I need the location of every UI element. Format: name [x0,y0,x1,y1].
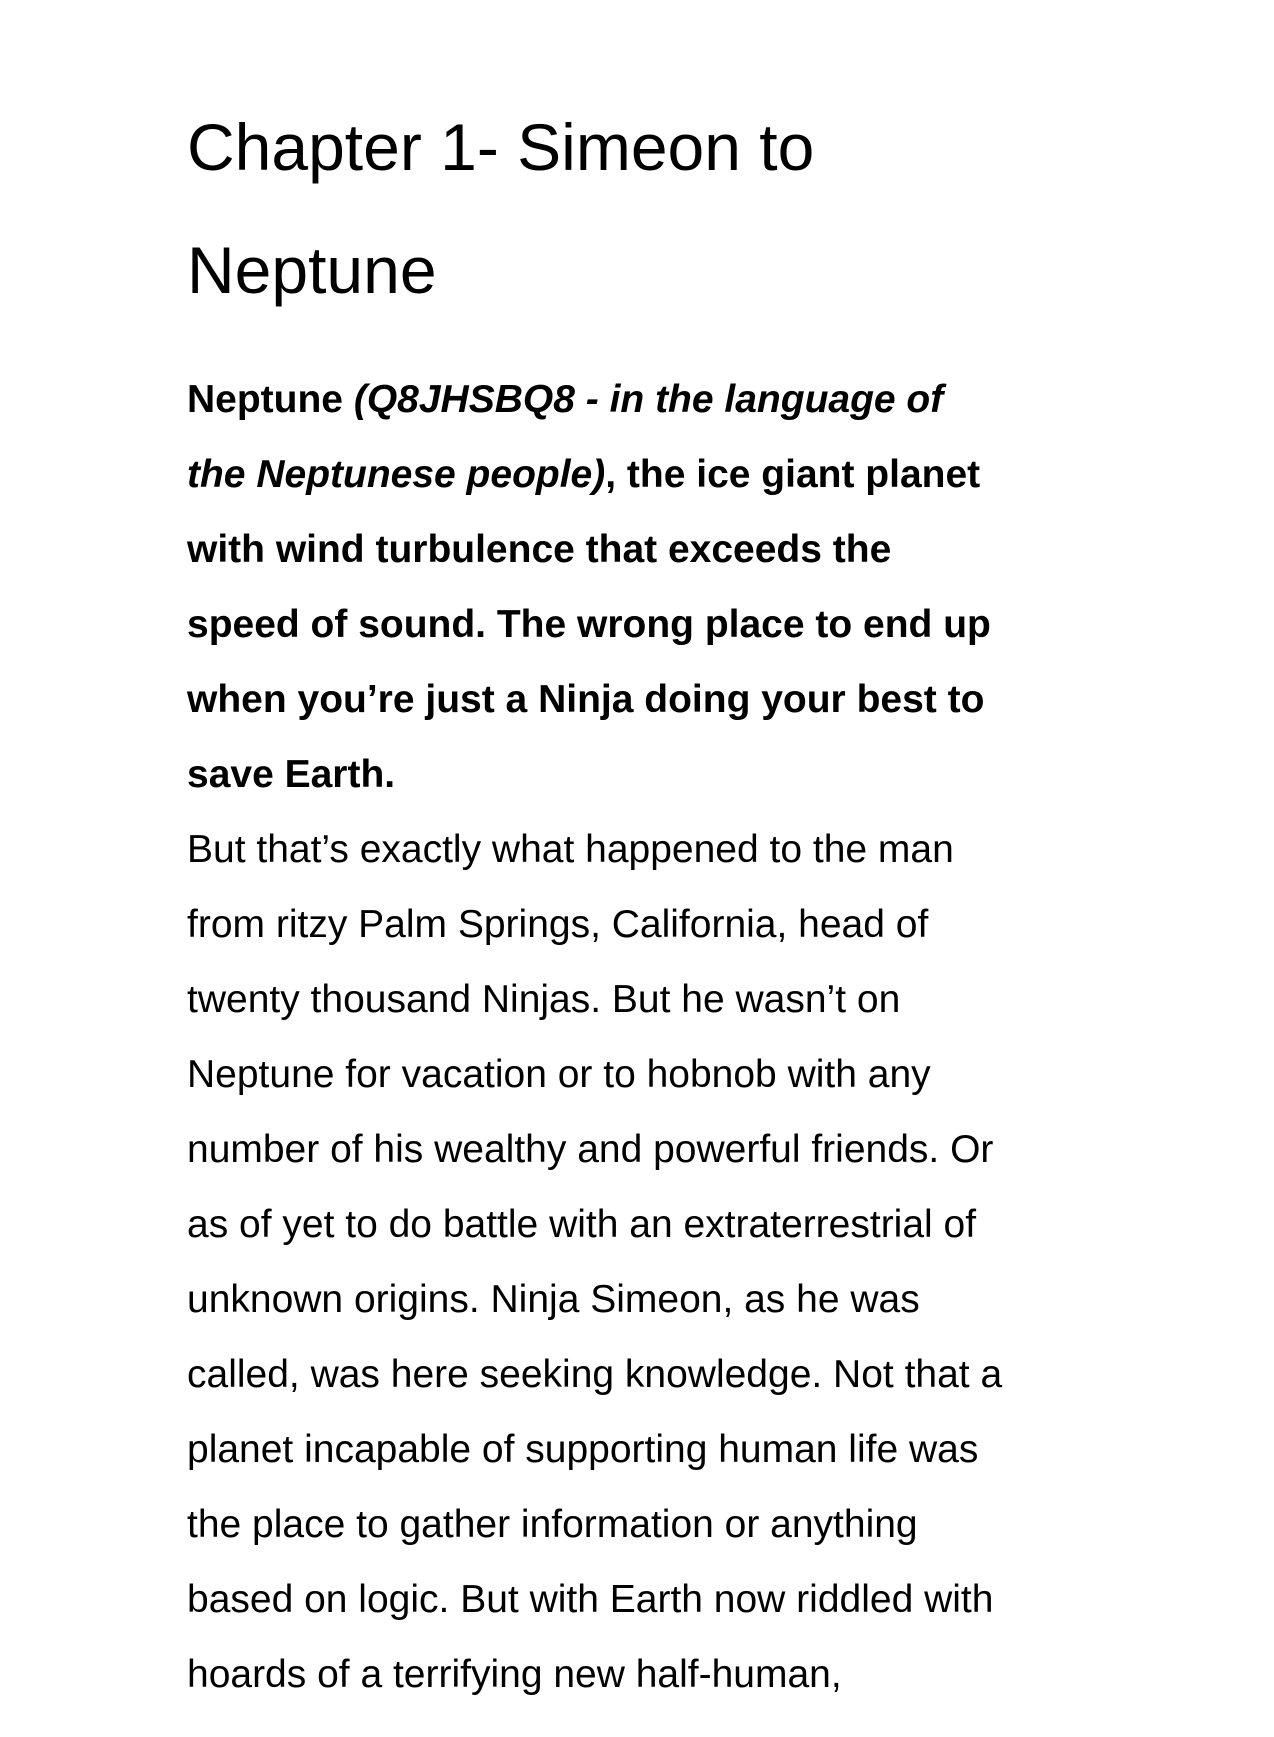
document-page [187,86,1117,1712]
intro-italic-text: the Neptunese people) [187,453,606,496]
chapter-title-line: Chapter 1- Simeon to [187,110,815,184]
intro-line [187,437,1117,512]
body-paragraph [187,812,1117,1712]
intro-text: , the ice giant planet [605,453,981,496]
body-line: the place to gather information or anything [187,1503,918,1546]
body-line: called, was here seeking knowledge. Not that a [187,1353,1003,1396]
body-line: based on logic. But with Earth now riddled with [187,1578,994,1621]
intro-line [187,362,1117,437]
body-line: hoards of a terrifying new half-human, [187,1653,842,1696]
intro-line: speed of sound. The wrong place to end up [187,603,991,646]
body-line: Neptune for vacation or to hobnob with any [187,1053,931,1096]
intro-text: Neptune [187,378,354,421]
chapter-title [187,86,1117,332]
body-line: planet incapable of supporting human life was [187,1428,979,1471]
intro-line: with wind turbulence that exceeds the [187,528,892,571]
body-line: as of yet to do battle with an extraterrestrial of [187,1203,977,1246]
intro-line: save Earth. [187,753,396,796]
chapter-title-line: Neptune [187,233,437,307]
chapter-text [187,362,1117,1712]
body-line: twenty thousand Ninjas. But he wasn’t on [187,978,901,1021]
intro-line: when you’re just a Ninja doing your best to [187,678,985,721]
intro-italic-text: (Q8JHSBQ8 - in the language of [353,378,944,421]
body-line: number of his wealthy and powerful friends. Or [187,1128,994,1171]
intro-paragraph [187,362,1117,812]
body-line: unknown origins. Ninja Simeon, as he was [187,1278,920,1321]
body-line: from ritzy Palm Springs, California, head of [187,903,929,946]
body-line: But that’s exactly what happened to the man [187,828,954,871]
